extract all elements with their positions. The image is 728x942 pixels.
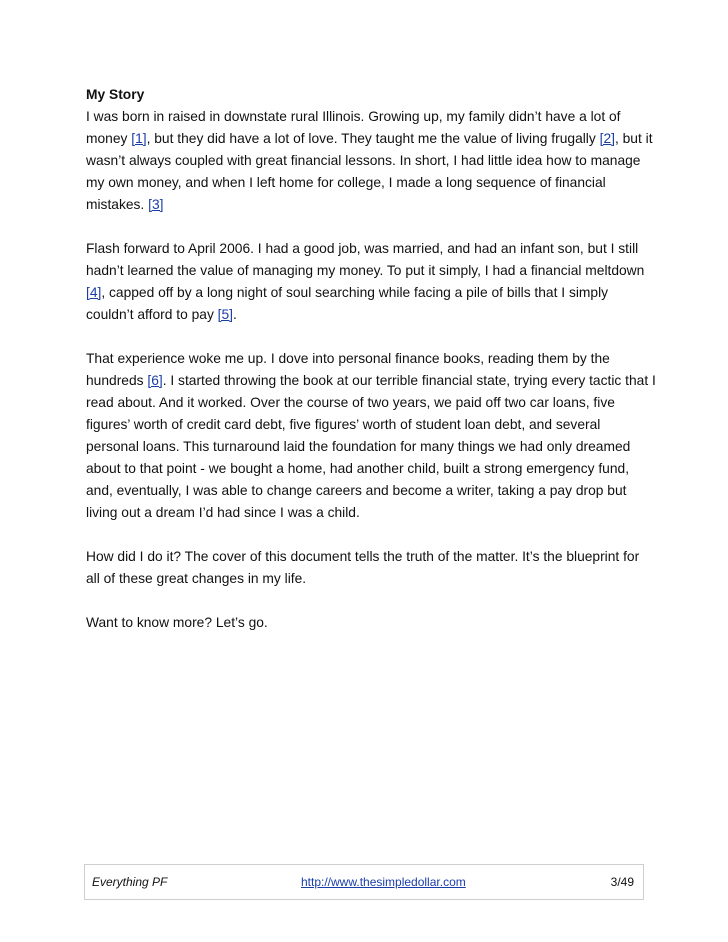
footer-website-link[interactable]: http://www.thesimpledollar.com [301, 875, 466, 889]
footer-document-title: Everything PF [92, 875, 168, 889]
footnote-link[interactable]: [3] [148, 197, 164, 212]
footer-page-number: 3/49 [610, 875, 634, 889]
footnote-link[interactable]: [1] [131, 131, 147, 146]
paragraph-text: . I started throwing the book at our terrible financial state, trying every tactic that I read about. And it worked. Over the course of two years, we paid off two car loans, five figures’ worth of credit card debt, five figures’ worth of student loan debt, and several personal loans. This turnaround laid the foundation for many things we had only dreamed about to that point - we bought a home, had another child, built a strong emergency fund, and, eventually, I was able to change careers and become a writer, taking a pay drop but living out a dream I’d had since I was a child. [86, 373, 656, 520]
paragraph [86, 238, 656, 326]
paragraph [86, 106, 656, 216]
paragraph-text: , but they did have a lot of love. They taught me the value of living frugally [146, 131, 600, 146]
document-body [86, 84, 656, 656]
paragraph-text: Want to know more? Let’s go. [86, 615, 268, 630]
footnote-link[interactable]: [5] [217, 307, 234, 322]
footnote-link[interactable]: [4] [86, 285, 102, 300]
footnote-link[interactable]: [2] [599, 131, 615, 146]
paragraph-list [86, 106, 656, 634]
paragraph-text: Flash forward to April 2006. I had a good job, was married, and had an infant son, but I still hadn’t learned the value of managing my money. To put it simply, I had a financial meltdown [86, 241, 645, 278]
paragraph-text: , capped off by a long night of soul searching while facing a pile of bills that I simply couldn’t afford to pay [86, 285, 609, 322]
paragraph-text: How did I do it? The cover of this document tells the truth of the matter. It’s the blueprint for all of these great changes in my life. [86, 549, 640, 586]
footnote-link[interactable]: [6] [147, 373, 163, 388]
paragraph [86, 546, 656, 590]
page-footer [84, 864, 644, 900]
section-heading: My Story [86, 87, 145, 102]
paragraph-text: I was born in raised in downstate rural Illinois. Growing up, my family didn’t have a lot of money [86, 109, 621, 146]
paragraph-text: That experience woke me up. I dove into personal finance books, reading them by the hundreds [86, 351, 610, 388]
paragraph-text: , but it wasn’t always coupled with great financial lessons. In short, I had little idea how to manage my own money, and when I left home for college, I made a long sequence of financial mistakes. [86, 131, 653, 212]
paragraph [86, 348, 656, 524]
paragraph-text: . [233, 307, 237, 322]
paragraph [86, 612, 656, 634]
